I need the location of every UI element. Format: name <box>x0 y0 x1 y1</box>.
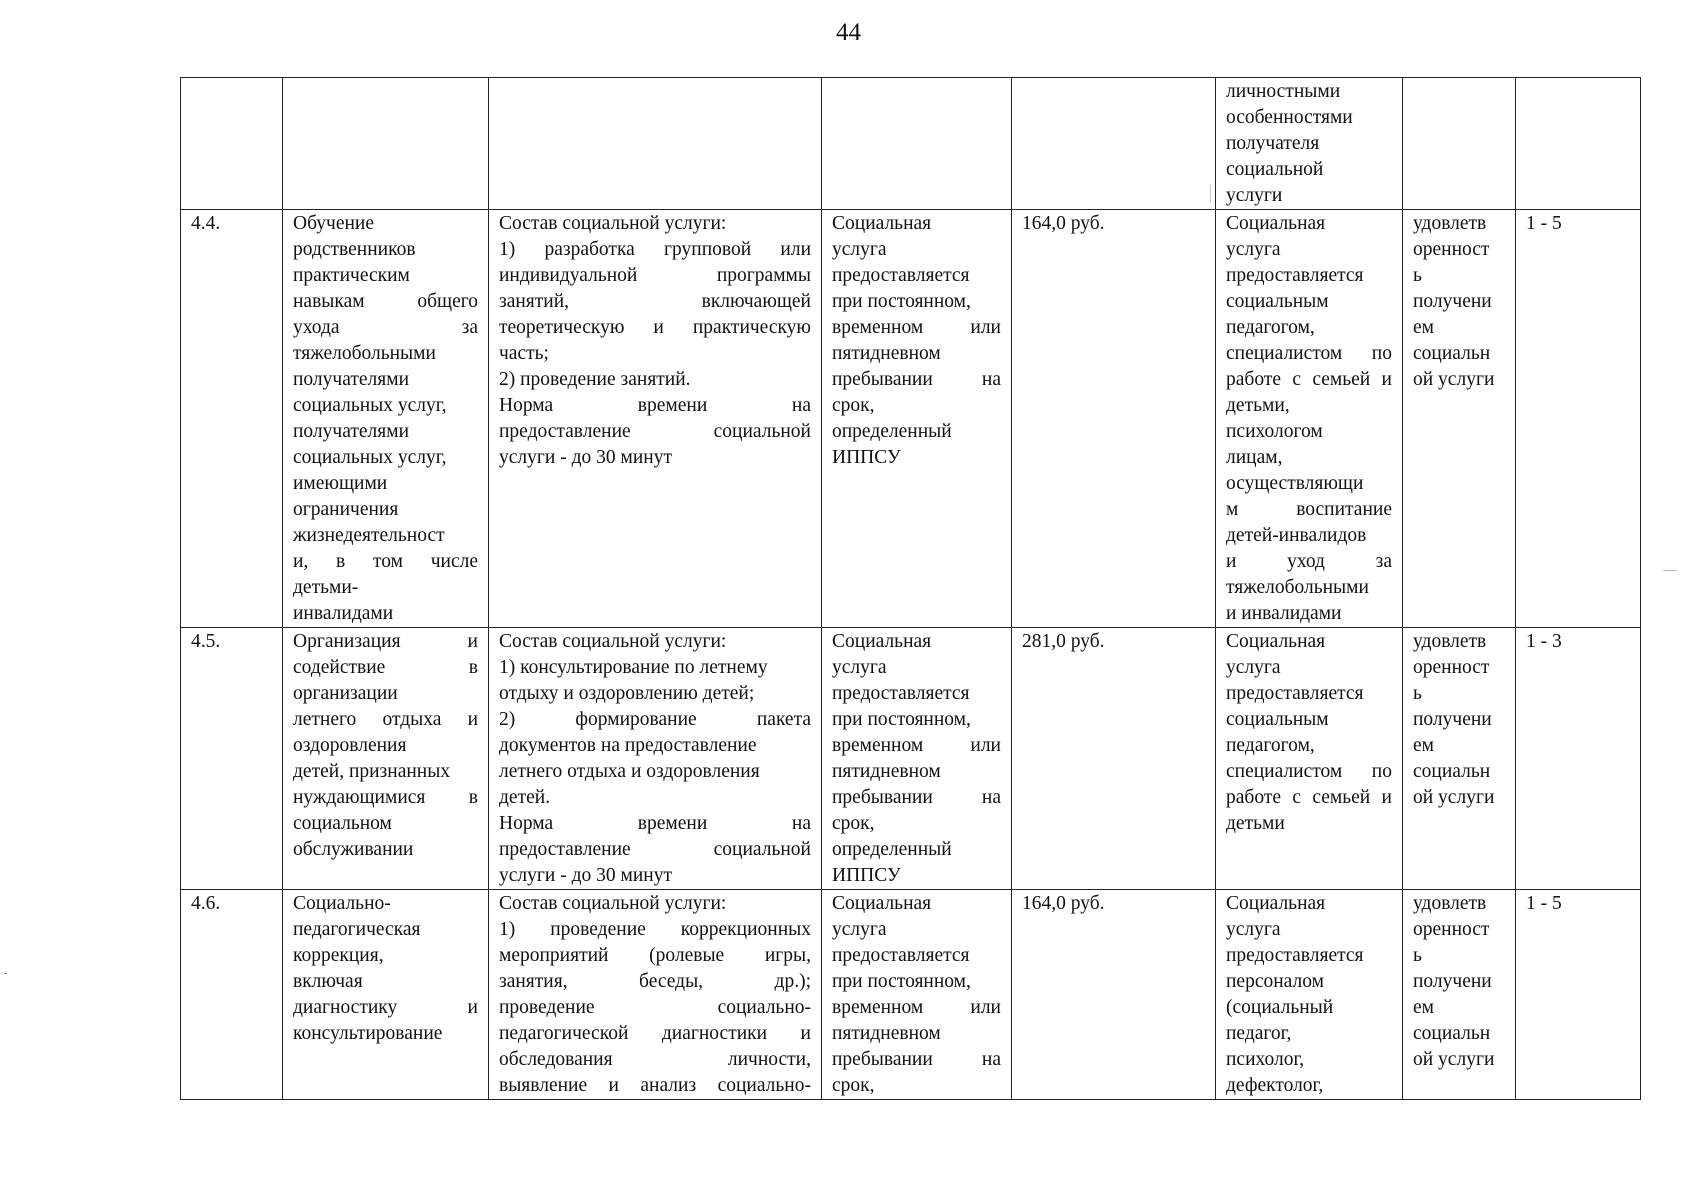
text-line: Организация и <box>293 631 478 652</box>
scan-mark <box>1663 570 1677 571</box>
text-line: ой услуги <box>1413 1049 1495 1070</box>
text-line: 2) проведение занятий. <box>499 369 691 390</box>
text-line: отдыху и оздоровлению детей; <box>499 683 755 704</box>
cell-price <box>1012 890 1216 1100</box>
text-line: услуги <box>1226 185 1283 206</box>
text-line: 2) формирование пакета <box>499 709 811 730</box>
service-row <box>181 628 1641 890</box>
text-line: Состав социальной услуги: <box>499 213 727 234</box>
text-line: 1 - 3 <box>1526 631 1562 652</box>
text-line: занятия, беседы, др.); <box>499 971 811 992</box>
text-line: пребывании на <box>832 369 1001 390</box>
cell-indicator <box>1403 890 1516 1100</box>
text-line: психологом <box>1226 421 1323 442</box>
text-line: услуга <box>1226 919 1281 940</box>
text-line: временном или <box>832 735 1001 756</box>
text-line: предоставление социальной <box>499 839 811 860</box>
text-line: 164,0 руб. <box>1022 893 1105 914</box>
text-line: персоналом <box>1226 971 1324 992</box>
text-line: личностными <box>1226 81 1341 102</box>
text-line: 164,0 руб. <box>1022 213 1105 234</box>
text-line: дефектолог, <box>1226 1075 1324 1096</box>
text-line: детей-инвалидов <box>1226 525 1367 546</box>
text-line: 4.6. <box>191 893 221 914</box>
text-line: ь <box>1413 945 1422 966</box>
text-line: социальных услуг, <box>293 395 447 416</box>
cell-indicator <box>1403 210 1516 628</box>
cell-price <box>1012 628 1216 890</box>
cell-conditions <box>822 890 1012 1100</box>
cell-conditions <box>822 78 1012 210</box>
text-line: получателями <box>293 369 410 390</box>
text-line: услуга <box>832 239 887 260</box>
text-line: социальн <box>1413 761 1491 782</box>
text-line: услуга <box>832 919 887 940</box>
text-line: социальн <box>1413 343 1491 364</box>
cell-name <box>283 78 489 210</box>
text-line: специалистом по <box>1226 343 1392 364</box>
text-line: осуществляющи <box>1226 473 1364 494</box>
text-line: оренност <box>1413 657 1490 678</box>
text-line: нуждающимися в <box>293 787 478 808</box>
text-line: предоставляется <box>832 683 970 704</box>
text-line: социальном <box>293 813 392 834</box>
text-line: 4.4. <box>191 213 221 234</box>
text-line: и уход за <box>1226 551 1392 572</box>
text-line: детьми <box>1226 813 1285 834</box>
text-line: специалистом по <box>1226 761 1392 782</box>
text-line: предоставляется <box>1226 683 1364 704</box>
text-line: содействие в <box>293 657 478 678</box>
cell-price <box>1012 78 1216 210</box>
text-line: теоретическую и практическую <box>499 317 811 338</box>
text-line: особенностями <box>1226 107 1353 128</box>
cell-content <box>489 78 822 210</box>
text-line: и, в том числе <box>293 551 478 572</box>
text-line: Социальная <box>832 631 932 652</box>
scan-mark <box>4 973 7 974</box>
text-line: (социальный <box>1226 997 1334 1018</box>
text-line: Социальная <box>832 213 932 234</box>
text-line: консультирование <box>293 1023 443 1044</box>
text-line: лицам, <box>1226 447 1283 468</box>
cell-name <box>283 628 489 890</box>
text-line: 1 - 5 <box>1526 213 1562 234</box>
text-line: 1) проведение коррекционных <box>499 919 811 940</box>
text-line: удовлетв <box>1413 893 1487 914</box>
text-line: ИППСУ <box>832 447 901 468</box>
cell-content <box>489 210 822 628</box>
text-line: ой услуги <box>1413 369 1495 390</box>
text-line: предоставляется <box>832 265 970 286</box>
text-line: при постоянном, <box>832 291 971 312</box>
text-line: детей. <box>499 787 551 808</box>
text-line: детей, признанных <box>293 761 451 782</box>
text-line: индивидуальной программы <box>499 265 811 286</box>
text-line: 281,0 руб. <box>1022 631 1105 652</box>
text-line: срок, <box>832 1075 875 1096</box>
text-line: услуги - до 30 минут <box>499 447 672 468</box>
cell-num <box>181 628 283 890</box>
text-line: тяжелобольными <box>1226 577 1369 598</box>
text-line: социальн <box>1413 1023 1491 1044</box>
text-line: ь <box>1413 683 1422 704</box>
text-line: получени <box>1413 291 1492 312</box>
text-line: детьми- <box>293 577 359 598</box>
page-number: 44 <box>836 19 861 46</box>
text-line: педагогической диагностики и <box>499 1023 811 1044</box>
cell-frequency <box>1516 78 1641 210</box>
text-line: временном или <box>832 317 1001 338</box>
text-line: инвалидами <box>293 603 394 624</box>
text-line: проведение социально- <box>499 997 811 1018</box>
text-line: оренност <box>1413 919 1490 940</box>
text-line: определенный <box>832 839 952 860</box>
text-line: предоставляется <box>1226 265 1364 286</box>
text-line: пятидневном <box>832 761 941 782</box>
text-line: педагогом, <box>1226 317 1315 338</box>
cell-num <box>181 890 283 1100</box>
text-line: включая <box>293 971 363 992</box>
text-line: ем <box>1413 317 1434 338</box>
text-line: 1) консультирование по летнему <box>499 657 768 678</box>
cell-name <box>283 890 489 1100</box>
text-line: 1 - 5 <box>1526 893 1562 914</box>
cell-num <box>181 78 283 210</box>
cell-provider <box>1216 890 1403 1100</box>
text-line: Социальная <box>1226 893 1326 914</box>
text-line: работе с семьей и <box>1226 787 1392 808</box>
cell-provider <box>1216 628 1403 890</box>
text-line: оздоровления <box>293 735 407 756</box>
text-line: Социальная <box>832 893 932 914</box>
text-line: предоставляется <box>832 945 970 966</box>
cell-frequency <box>1516 890 1641 1100</box>
text-line: педагогом, <box>1226 735 1315 756</box>
text-line: обслуживании <box>293 839 414 860</box>
text-line: удовлетв <box>1413 631 1487 652</box>
text-line: Состав социальной услуги: <box>499 893 727 914</box>
text-line: летнего отдыха и <box>293 709 478 730</box>
text-line: определенный <box>832 421 952 442</box>
cell-frequency <box>1516 210 1641 628</box>
text-line: 4.5. <box>191 631 221 652</box>
text-line: родственников <box>293 239 416 260</box>
text-line: Норма времени на <box>499 395 811 416</box>
text-line: Обучение <box>293 213 374 234</box>
text-line: жизнедеятельност <box>293 525 445 546</box>
text-line: Состав социальной услуги: <box>499 631 727 652</box>
text-line: летнего отдыха и оздоровления <box>499 761 760 782</box>
scan-mark <box>1210 185 1211 203</box>
text-line: при постоянном, <box>832 971 971 992</box>
text-line: срок, <box>832 813 875 834</box>
text-line: социальной <box>1226 159 1324 180</box>
text-line: работе с семьей и <box>1226 369 1392 390</box>
text-line: коррекция, <box>293 945 384 966</box>
text-line: социальных услуг, <box>293 447 447 468</box>
text-line: ограничения <box>293 499 399 520</box>
service-row <box>181 210 1641 628</box>
text-line: социальным <box>1226 291 1329 312</box>
text-line: предоставление социальной <box>499 421 811 442</box>
text-line: ем <box>1413 735 1434 756</box>
text-line: пребывании на <box>832 1049 1001 1070</box>
text-line: часть; <box>499 343 549 364</box>
text-line: мероприятий (ролевые игры, <box>499 945 811 966</box>
text-line: имеющими <box>293 473 388 494</box>
text-line: ухода за <box>293 317 478 338</box>
text-line: оренност <box>1413 239 1490 260</box>
text-line: м воспитание <box>1226 499 1392 520</box>
text-line: психолог, <box>1226 1049 1305 1070</box>
text-line: Социально- <box>293 893 391 914</box>
text-line: Социальная <box>1226 213 1326 234</box>
text-line: удовлетв <box>1413 213 1487 234</box>
cell-price <box>1012 210 1216 628</box>
cell-provider <box>1216 78 1403 210</box>
text-line: срок, <box>832 395 875 416</box>
text-line: при постоянном, <box>832 709 971 730</box>
text-line: занятий, включающей <box>499 291 811 312</box>
text-line: педагогическая <box>293 919 421 940</box>
text-line: социальным <box>1226 709 1329 730</box>
text-line: ИППСУ <box>832 865 901 886</box>
cell-indicator <box>1403 78 1516 210</box>
service-row <box>181 890 1641 1100</box>
cell-conditions <box>822 628 1012 890</box>
text-line: 1) разработка групповой или <box>499 239 811 260</box>
cell-conditions <box>822 210 1012 628</box>
continued-row <box>181 78 1641 210</box>
cell-provider <box>1216 210 1403 628</box>
text-line: пребывании на <box>832 787 1001 808</box>
cell-indicator <box>1403 628 1516 890</box>
text-line: обследования личности, <box>499 1049 811 1070</box>
text-line: получени <box>1413 709 1492 730</box>
text-line: ь <box>1413 265 1422 286</box>
text-line: документов на предоставление <box>499 735 757 756</box>
text-line: пятидневном <box>832 1023 941 1044</box>
text-line: получени <box>1413 971 1492 992</box>
text-line: и инвалидами <box>1226 603 1342 624</box>
text-line: ем <box>1413 997 1434 1018</box>
text-line: услуга <box>1226 657 1281 678</box>
text-line: получателями <box>293 421 410 442</box>
text-line: услуга <box>832 657 887 678</box>
text-line: услуга <box>1226 239 1281 260</box>
text-line: тяжелобольными <box>293 343 436 364</box>
text-line: временном или <box>832 997 1001 1018</box>
text-line: услуги - до 30 минут <box>499 865 672 886</box>
text-line: ой услуги <box>1413 787 1495 808</box>
cell-frequency <box>1516 628 1641 890</box>
text-line: пятидневном <box>832 343 941 364</box>
text-line: Норма времени на <box>499 813 811 834</box>
services-table <box>180 77 1641 1100</box>
cell-num <box>181 210 283 628</box>
text-line: организации <box>293 683 398 704</box>
cell-name <box>283 210 489 628</box>
cell-content <box>489 628 822 890</box>
cell-content <box>489 890 822 1100</box>
table-body <box>181 78 1641 1100</box>
text-line: педагог, <box>1226 1023 1292 1044</box>
text-line: выявление и анализ социально- <box>499 1075 811 1096</box>
text-line: получателя <box>1226 133 1320 154</box>
text-line: практическим <box>293 265 410 286</box>
text-line: предоставляется <box>1226 945 1364 966</box>
text-line: диагностику и <box>293 997 478 1018</box>
text-line: детьми, <box>1226 395 1290 416</box>
text-line: Социальная <box>1226 631 1326 652</box>
text-line: навыкам общего <box>293 291 478 312</box>
